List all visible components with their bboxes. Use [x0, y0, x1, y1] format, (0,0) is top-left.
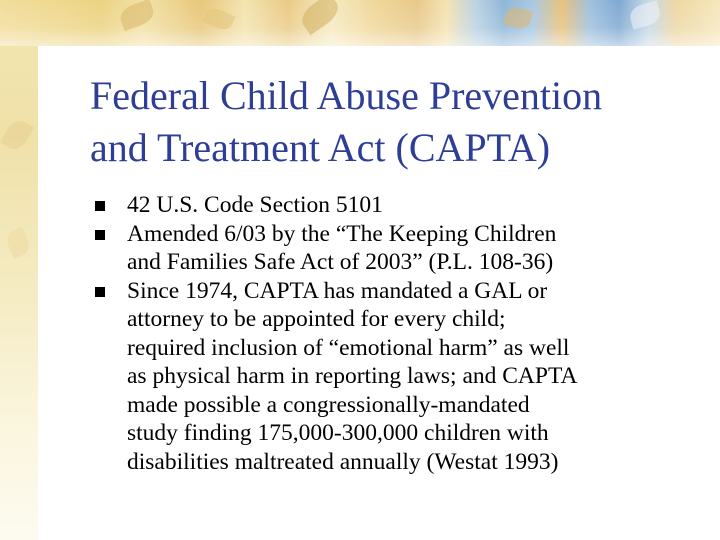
decorative-top-border-shade — [0, 0, 720, 46]
slide-title — [90, 70, 700, 174]
bullet-text-line: Since 1974, CAPTA has mandated a GAL or — [127, 277, 548, 304]
bullet-text-line: as physical harm in reporting laws; and CAPTA — [127, 363, 578, 389]
bullet-text-line: attorney to be appointed for every child; — [127, 306, 506, 332]
slide-title-line: and Treatment Act (CAPTA) — [90, 125, 551, 170]
bullet-text-line: required inclusion of “emotional harm” as well — [127, 334, 570, 361]
square-bullet-icon — [95, 287, 105, 297]
square-bullet-icon — [95, 201, 105, 211]
slide-title-line: Federal Child Abuse Prevention — [90, 73, 603, 118]
bullet-item-mandates — [90, 277, 710, 477]
bullet-text-line: Amended 6/03 by the “The Keeping Children — [127, 220, 557, 247]
bullet-text-line: 42 U.S. Code Section 5101 — [127, 192, 383, 218]
bullet-text-line: made possible a congressionally-mandated — [127, 391, 530, 418]
bullet-item-amendment — [90, 220, 710, 277]
bullet-text-line: study finding 175,000-300,000 children with — [127, 420, 549, 446]
decorative-left-border — [0, 0, 38, 540]
square-bullet-icon — [95, 230, 105, 240]
bullet-list — [90, 191, 710, 476]
bullet-text-line: and Families Safe Act of 2003” (P.L. 108-36) — [127, 249, 554, 275]
bullet-item-code-section — [90, 191, 710, 220]
bullet-text-line: disabilities maltreated annually (Westat 1993) — [127, 448, 559, 475]
